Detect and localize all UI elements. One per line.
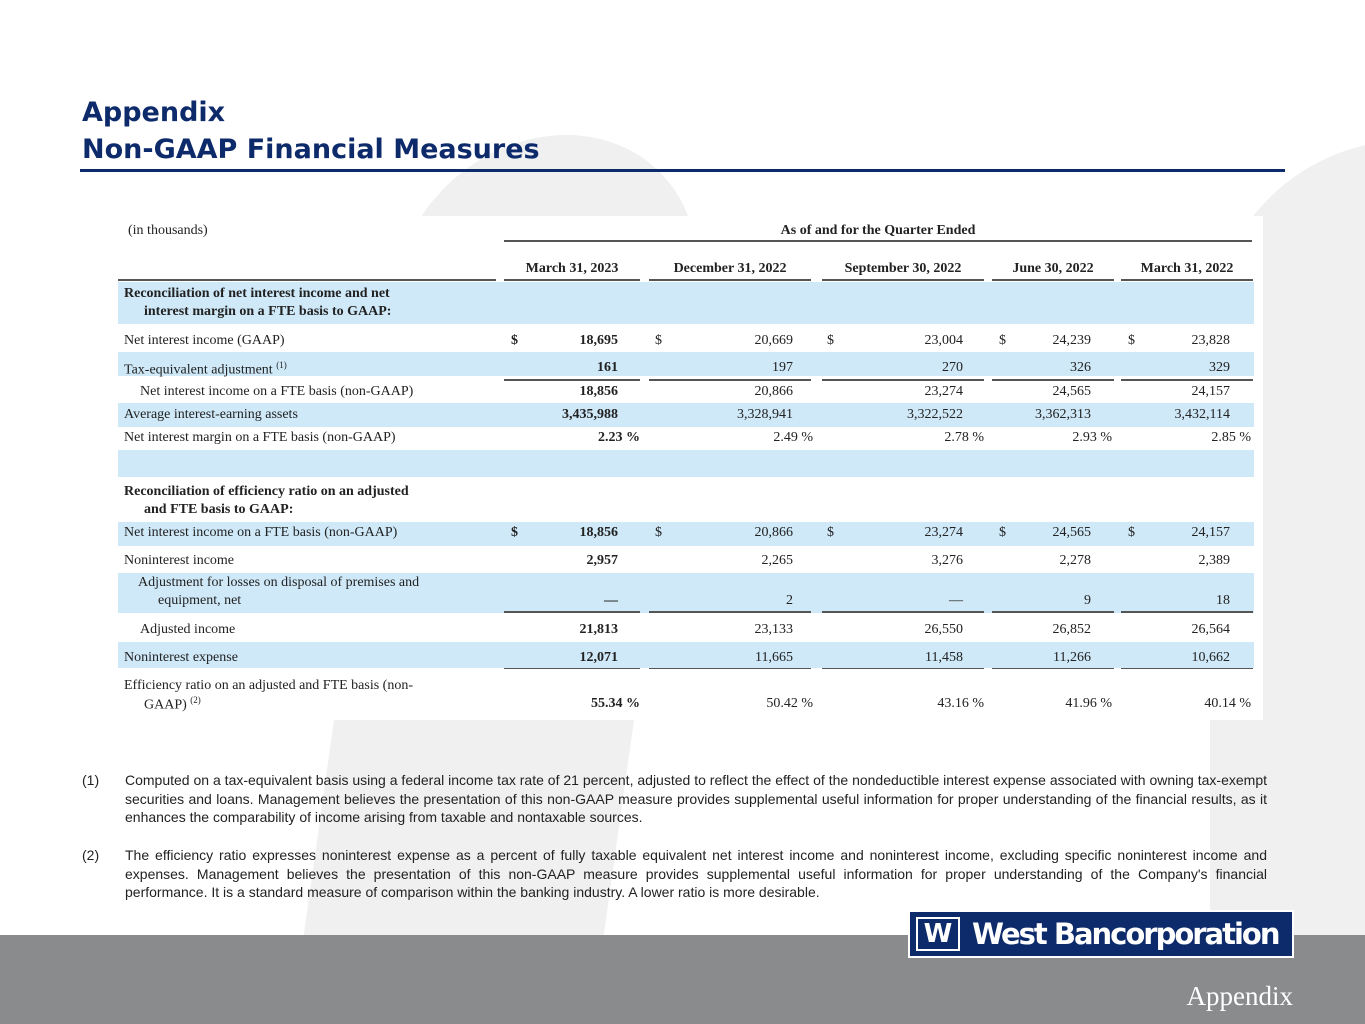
- cell-value: 270: [942, 360, 963, 375]
- cell-value: 11,266: [1053, 650, 1091, 665]
- cell-value: 12,071: [579, 650, 618, 665]
- currency-sign: $: [511, 333, 518, 348]
- currency-sign: $: [827, 525, 834, 540]
- col-header-5: March 31, 2022: [1140, 261, 1234, 276]
- cell-value: 20,866: [754, 525, 793, 540]
- group-header: As of and for the Quarter Ended: [780, 223, 976, 238]
- cell-value: 24,157: [1191, 384, 1230, 399]
- col-header-rule-3: [822, 279, 984, 281]
- col-header-rule-2: [649, 279, 811, 281]
- page-title-line1: Appendix: [82, 97, 226, 128]
- currency-sign: $: [1128, 333, 1135, 348]
- subtotal-rule: [504, 611, 640, 613]
- cell-value: 11,665: [755, 650, 793, 665]
- cell-value: 23,133: [754, 622, 793, 637]
- footnote-text: The efficiency ratio expresses noninterest expense as a percent of fully taxable equivalent net interest income and noninterest income, excluding specific noninterest income and expenses. Management believes the presentation of this non-GAAP measure provides supplemental useful information for proper understanding of the Company's financial performance. It is a standard measure of comparison within the banking industry. A lower ratio is more desirable.: [125, 847, 1267, 900]
- cell-value: 26,564: [1191, 622, 1230, 637]
- subtotal-rule: [822, 379, 984, 381]
- table-header-rule-label: [118, 279, 496, 281]
- tax-adj-label: Tax-equivalent adjustment: [124, 362, 273, 378]
- title-underline: [80, 169, 1285, 172]
- col-header-4: June 30, 2022: [1012, 261, 1094, 276]
- cell-value: —: [949, 593, 963, 608]
- cell-value: 21,813: [579, 622, 618, 637]
- cell-value: 23,004: [924, 333, 963, 348]
- cell-value: 197: [772, 360, 793, 375]
- units-label: (in thousands): [128, 223, 208, 238]
- footnote-ref-2: (2): [190, 695, 201, 705]
- section1-title-line1: Reconciliation of net interest income and net: [124, 286, 390, 301]
- cell-value: 50.42 %: [766, 696, 813, 711]
- currency-sign: $: [655, 333, 662, 348]
- subtotal-rule: [1121, 379, 1253, 381]
- col-header-rule-1: [504, 279, 640, 281]
- row-label-eff-ratio-line1: Efficiency ratio on an adjusted and FTE basis (non-: [124, 678, 413, 693]
- cell-value: 24,565: [1052, 384, 1091, 399]
- subtotal-rule: [504, 668, 640, 669]
- currency-sign: $: [999, 333, 1006, 348]
- cell-value: 41.96 %: [1065, 696, 1112, 711]
- row-label-adj-losses-line1: Adjustment for losses on disposal of premises and: [138, 575, 420, 590]
- section1-title-line2: interest margin on a FTE basis to GAAP:: [144, 304, 392, 319]
- cell-value: 161: [597, 360, 618, 375]
- footnote-ref-1: (1): [276, 360, 287, 370]
- col-header-2: December 31, 2022: [673, 261, 787, 276]
- subtotal-rule: [822, 611, 984, 613]
- cell-value: 40.14 %: [1204, 696, 1251, 711]
- cell-value: 26,852: [1052, 622, 1091, 637]
- section2-title-line1: Reconciliation of efficiency ratio on an adjusted: [124, 484, 409, 499]
- subtotal-rule: [992, 379, 1114, 381]
- cell-value: 18,695: [579, 333, 618, 348]
- cell-value: 2,389: [1198, 553, 1230, 568]
- col-header-1: March 31, 2023: [525, 261, 619, 276]
- row-label-nonint-income: Noninterest income: [124, 553, 235, 568]
- footnote-2: [82, 846, 1267, 902]
- row-label-adj-income: Adjusted income: [140, 622, 236, 637]
- row-label-nii-fte2: Net interest income on a FTE basis (non-GAAP): [124, 525, 398, 540]
- cell-value: 23,274: [924, 384, 963, 399]
- currency-sign: $: [511, 525, 518, 540]
- cell-value: 10,662: [1191, 650, 1230, 665]
- cell-value: 326: [1070, 360, 1091, 375]
- cell-value: 3,435,988: [562, 407, 618, 422]
- currency-sign: $: [999, 525, 1006, 540]
- cell-value: 3,362,313: [1035, 407, 1091, 422]
- row-label-adj-losses-line2: equipment, net: [158, 593, 242, 608]
- cell-value: 20,866: [754, 384, 793, 399]
- group-header-rule: [504, 240, 1252, 242]
- cell-value: 11,458: [925, 650, 963, 665]
- page-title-line2: Non-GAAP Financial Measures: [82, 134, 540, 165]
- subtotal-rule: [992, 611, 1114, 613]
- cell-value: 20,669: [754, 333, 793, 348]
- band-spacer: [118, 450, 1254, 477]
- footnote-1: [82, 771, 1267, 827]
- cell-value: 3,322,522: [907, 407, 963, 422]
- cell-value: 3,276: [931, 553, 963, 568]
- row-label-nim: Net interest margin on a FTE basis (non-GAAP): [124, 430, 396, 445]
- row-label-nii-fte: Net interest income on a FTE basis (non-GAAP): [140, 384, 414, 399]
- row-label-tax-adj: [124, 360, 287, 379]
- cell-value: —: [604, 593, 618, 608]
- page-title: [82, 94, 540, 168]
- footer-section-label: Appendix: [1186, 981, 1293, 1011]
- currency-sign: $: [1128, 525, 1135, 540]
- financial-table: [118, 216, 1263, 720]
- cell-value: 43.16 %: [937, 696, 984, 711]
- footnote-number: (2): [82, 847, 100, 863]
- row-label-avg-assets: Average interest-earning assets: [124, 407, 298, 422]
- section2-title-line2: and FTE basis to GAAP:: [144, 502, 294, 517]
- cell-value: 2.93 %: [1072, 430, 1112, 445]
- subtotal-rule: [1121, 611, 1253, 613]
- col-header-rule-5: [1121, 279, 1253, 281]
- currency-sign: $: [827, 333, 834, 348]
- cell-value: 9: [1084, 593, 1091, 608]
- subtotal-rule: [649, 668, 811, 669]
- currency-sign: $: [655, 525, 662, 540]
- cell-value: 329: [1209, 360, 1230, 375]
- subtotal-rule: [822, 668, 984, 669]
- company-logo: [908, 910, 1294, 958]
- cell-value: 2.49 %: [773, 430, 813, 445]
- cell-value: 2,278: [1059, 553, 1091, 568]
- subtotal-rule: [649, 611, 811, 613]
- row-label-eff-ratio-line2: [144, 695, 201, 714]
- cell-value: 26,550: [924, 622, 963, 637]
- cell-value: 24,157: [1191, 525, 1230, 540]
- subtotal-rule: [504, 379, 640, 381]
- row-label-nonint-expense: Noninterest expense: [124, 650, 238, 665]
- col-header-rule-4: [992, 279, 1114, 281]
- cell-value: 2.23 %: [598, 430, 640, 445]
- cell-value: 2,265: [761, 553, 793, 568]
- cell-value: 2.85 %: [1211, 430, 1251, 445]
- cell-value: 18: [1216, 593, 1230, 608]
- row-label-nii-gaap: Net interest income (GAAP): [124, 333, 285, 348]
- cell-value: 3,432,114: [1174, 407, 1230, 422]
- cell-value: 18,856: [579, 384, 618, 399]
- subtotal-rule: [992, 668, 1114, 669]
- cell-value: 18,856: [579, 525, 618, 540]
- cell-value: 2,957: [586, 553, 618, 568]
- footnote-number: (1): [82, 772, 100, 788]
- cell-value: 23,828: [1191, 333, 1230, 348]
- eff-ratio-label-l2: GAAP): [144, 697, 187, 713]
- cell-value: 2.78 %: [944, 430, 984, 445]
- subtotal-rule: [1121, 668, 1253, 669]
- cell-value: 24,239: [1052, 333, 1091, 348]
- cell-value: 24,565: [1052, 525, 1091, 540]
- col-header-3: September 30, 2022: [844, 261, 962, 276]
- cell-value: 2: [786, 593, 793, 608]
- logo-name: West Bancorporation: [972, 917, 1279, 951]
- cell-value: 55.34 %: [591, 696, 640, 711]
- cell-value: 3,328,941: [737, 407, 793, 422]
- cell-value: 23,274: [924, 525, 963, 540]
- logo-mark: W: [916, 917, 960, 951]
- footnote-text: Computed on a tax-equivalent basis using a federal income tax rate of 21 percent, adjusted to reflect the effect of the nondeductible interest expense associated with owning tax-exempt securities and loans. Management believes the presentation of this non-GAAP measure provides supplemental useful information for proper understanding of the financial results, as it enhances the comparability of income arising from taxable and nontaxable sources.: [125, 772, 1267, 825]
- subtotal-rule: [649, 379, 811, 381]
